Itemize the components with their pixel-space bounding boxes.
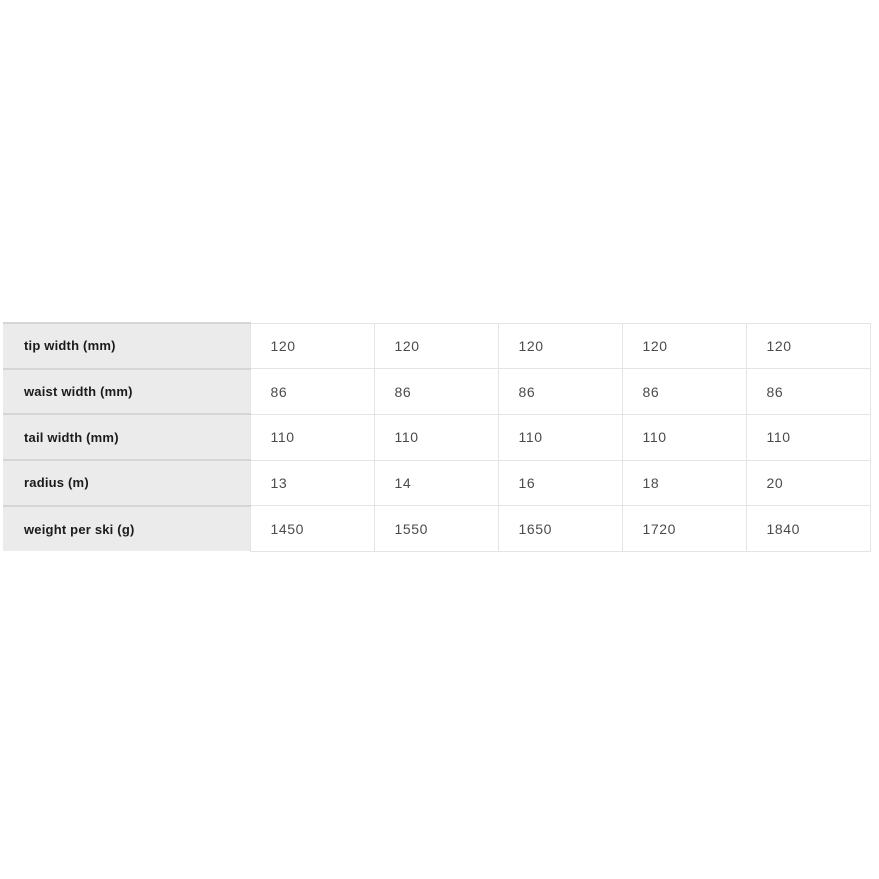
spec-label-cell: waist width (mm) [3,369,250,415]
spec-value-cell: 86 [746,369,870,415]
spec-value-cell: 120 [250,323,374,369]
spec-value-cell: 18 [622,460,746,506]
spec-value-cell: 110 [746,414,870,460]
spec-value-cell: 110 [622,414,746,460]
spec-value-cell: 1840 [746,506,870,552]
spec-row-tip-width [3,323,870,369]
spec-value-cell: 86 [250,369,374,415]
spec-label-cell: weight per ski (g) [3,506,250,552]
spec-row-radius [3,460,870,506]
spec-row-tail-width [3,414,870,460]
spec-value-cell: 20 [746,460,870,506]
spec-value-cell: 1450 [250,506,374,552]
spec-label-cell: tip width (mm) [3,323,250,369]
spec-row-waist-width [3,369,870,415]
spec-value-cell: 16 [498,460,622,506]
spec-table [3,322,871,552]
spec-value-cell: 14 [374,460,498,506]
spec-value-cell: 86 [374,369,498,415]
spec-value-cell: 110 [498,414,622,460]
spec-label-cell: radius (m) [3,460,250,506]
spec-value-cell: 120 [746,323,870,369]
spec-value-cell: 120 [498,323,622,369]
spec-value-cell: 120 [374,323,498,369]
spec-value-cell: 110 [374,414,498,460]
spec-value-cell: 86 [498,369,622,415]
spec-value-cell: 86 [622,369,746,415]
spec-row-weight-per-ski [3,506,870,552]
spec-value-cell: 1550 [374,506,498,552]
spec-value-cell: 1650 [498,506,622,552]
spec-value-cell: 120 [622,323,746,369]
spec-value-cell: 110 [250,414,374,460]
spec-label-cell: tail width (mm) [3,414,250,460]
spec-value-cell: 1720 [622,506,746,552]
spec-value-cell: 13 [250,460,374,506]
